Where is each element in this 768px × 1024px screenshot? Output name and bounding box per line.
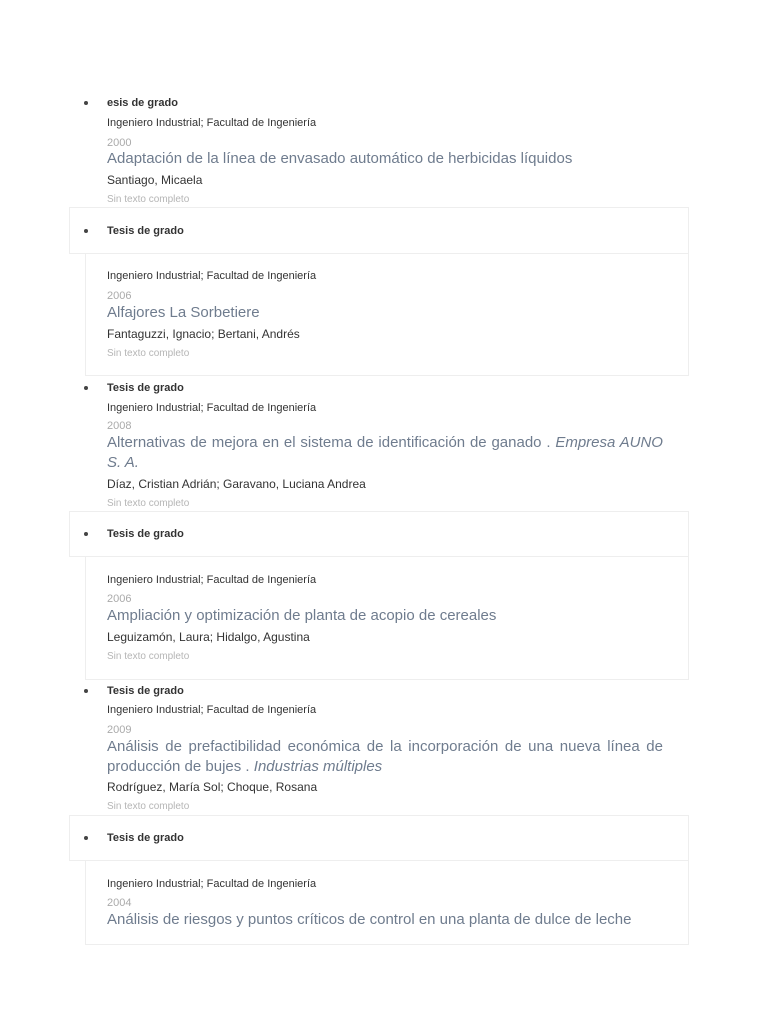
record-meta: Ingeniero Industrial; Facultad de Ingeniería bbox=[107, 117, 317, 129]
record-title: Análisis de prefactibilidad económica de la incorporación de una nueva línea de producción de bujes . bbox=[107, 738, 663, 775]
record-title-link[interactable]: Adaptación de la línea de envasado automático de herbicidas líquidos bbox=[107, 150, 573, 167]
record-note: Sin texto completo bbox=[107, 801, 190, 812]
record-note: Sin texto completo bbox=[107, 498, 190, 509]
record-year: 2004 bbox=[107, 897, 132, 909]
record-authors: Leguizamón, Laura; Hidalgo, Agustina bbox=[107, 630, 310, 644]
bullet bbox=[84, 229, 88, 233]
record-subtitle: Industrias múltiples bbox=[253, 758, 383, 775]
record-authors: Rodríguez, María Sol; Choque, Rosana bbox=[107, 780, 318, 794]
bullet bbox=[84, 689, 88, 693]
record-type: Tesis de grado bbox=[107, 832, 184, 844]
bullet bbox=[84, 532, 88, 536]
record-subtitle: Empresa AUNO S. A. bbox=[107, 434, 663, 471]
bullet bbox=[84, 836, 88, 840]
record-meta: Ingeniero Industrial; Facultad de Ingeniería bbox=[107, 574, 317, 586]
record-year: 2009 bbox=[107, 724, 132, 736]
record-authors: Fantaguzzi, Ignacio; Bertani, Andrés bbox=[107, 327, 300, 341]
record-note: Sin texto completo bbox=[107, 348, 190, 359]
record-authors: Díaz, Cristian Adrián; Garavano, Luciana Andrea bbox=[107, 477, 366, 491]
record-year: 2006 bbox=[107, 593, 132, 605]
record-title: Alternativas de mejora en el sistema de identificación de ganado . bbox=[107, 434, 551, 451]
record-meta: Ingeniero Industrial; Facultad de Ingeniería bbox=[107, 704, 317, 716]
record-type: esis de grado bbox=[107, 97, 178, 109]
record-note: Sin texto completo bbox=[107, 194, 190, 205]
record-year: 2000 bbox=[107, 137, 132, 149]
record-type: Tesis de grado bbox=[107, 225, 184, 237]
record-title-link[interactable]: Ampliación y optimización de planta de acopio de cereales bbox=[107, 607, 497, 624]
record-title-link[interactable]: Alfajores La Sorbetiere bbox=[107, 304, 260, 321]
record-type: Tesis de grado bbox=[107, 382, 184, 394]
record-title-link[interactable] bbox=[107, 433, 663, 473]
record-meta: Ingeniero Industrial; Facultad de Ingeniería bbox=[107, 270, 317, 282]
bullet bbox=[84, 386, 88, 390]
record-type: Tesis de grado bbox=[107, 685, 184, 697]
record-note: Sin texto completo bbox=[107, 651, 190, 662]
record-type: Tesis de grado bbox=[107, 528, 184, 540]
record-body-box bbox=[85, 860, 689, 945]
record-title-link[interactable]: Análisis de riesgos y puntos críticos de control en una planta de dulce de leche bbox=[107, 911, 632, 928]
record-meta: Ingeniero Industrial; Facultad de Ingeniería bbox=[107, 402, 317, 414]
record-title-link[interactable] bbox=[107, 737, 663, 777]
record-year: 2006 bbox=[107, 290, 132, 302]
record-meta: Ingeniero Industrial; Facultad de Ingeniería bbox=[107, 878, 317, 890]
record-year: 2008 bbox=[107, 420, 132, 432]
bullet bbox=[84, 101, 88, 105]
record-authors: Santiago, Micaela bbox=[107, 173, 203, 187]
